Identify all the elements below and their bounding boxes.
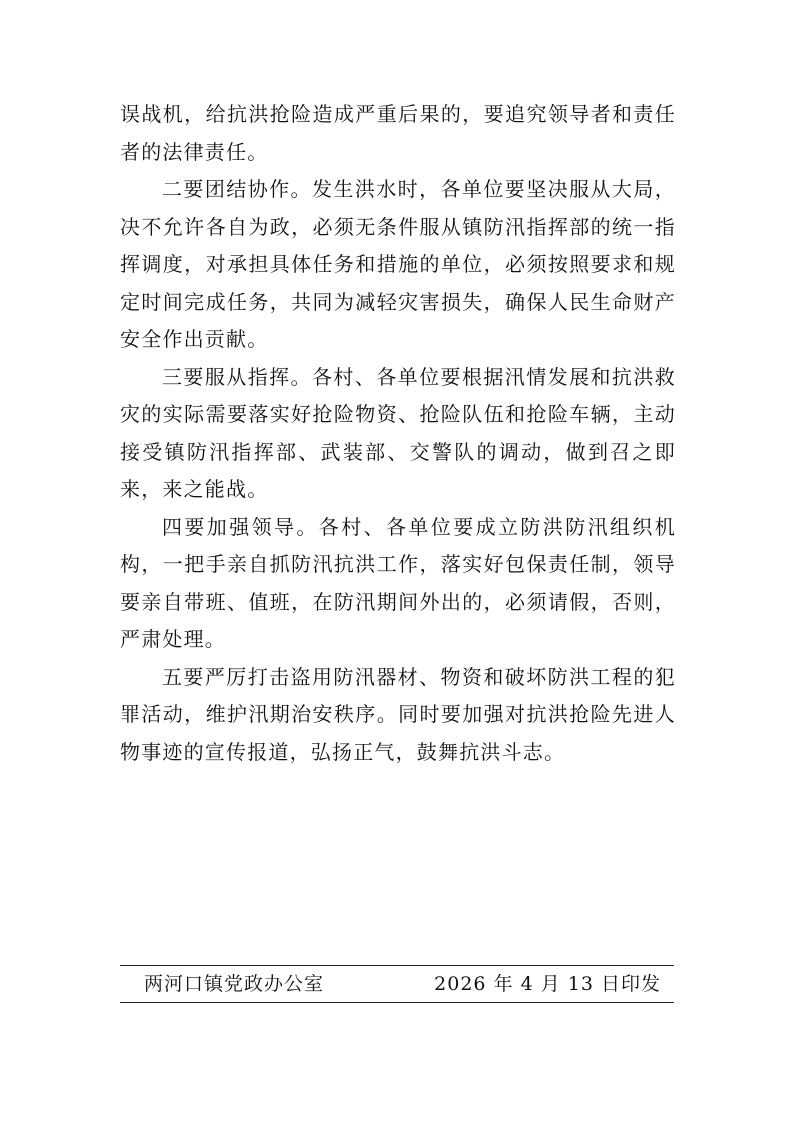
footer-bottom-rule	[120, 1002, 674, 1003]
paragraph-continuation: 误战机，给抗洪抢险造成严重后果的，要追究领导者和责任者的法律责任。	[120, 102, 676, 164]
footer-top-rule	[120, 965, 674, 966]
document-body	[120, 96, 676, 771]
footer-issue-date: 2026 年 4 月 13 日印发	[434, 973, 661, 995]
footer-issuer: 两河口镇党政办公室	[144, 973, 325, 995]
paragraph-command: 三要服从指挥。各村、各单位要根据汛情发展和抗洪救灾的实际需要落实好抢险物资、抢险队伍和抢险车辆，主动接受镇防汛指挥部、武装部、交警队的调动，做到召之即来，来之能战。	[120, 364, 676, 501]
paragraph-unity: 二要团结协作。发生洪水时，各单位要坚决服从大局，决不允许各自为政，必须无条件服从镇防汛指挥部的统一指挥调度，对承担具体任务和措施的单位，必须按照要求和规定时间完成任务，共同为减轻灾害损失，确保人民生命财产安全作出贡献。	[120, 177, 676, 351]
paragraph-crackdown: 五要严厉打击盗用防汛器材、物资和破坏防洪工程的犯罪活动，维护汛期治安秩序。同时要加强对抗洪抢险先进人物事迹的宣传报道，弘扬正气，鼓舞抗洪斗志。	[120, 664, 676, 764]
paragraph-leadership: 四要加强领导。各村、各单位要成立防洪防汛组织机构，一把手亲自抓防汛抗洪工作，落实好包保责任制，领导要亲自带班、值班，在防汛期间外出的，必须请假，否则，严肃处理。	[120, 514, 676, 651]
